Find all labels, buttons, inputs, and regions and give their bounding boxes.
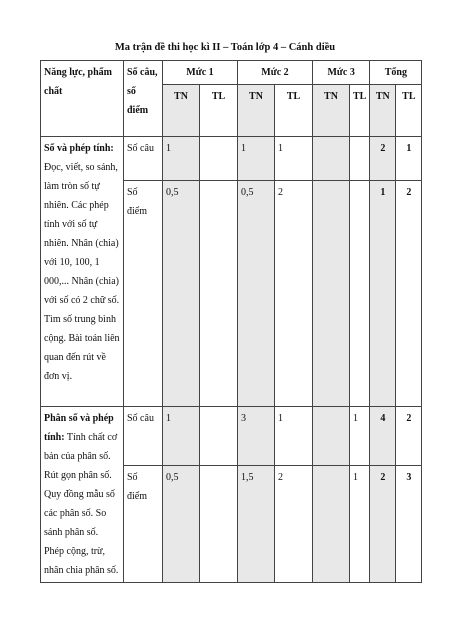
header-tn: TN xyxy=(313,85,350,137)
cell-value: 1 xyxy=(163,407,200,466)
cell-value: 1 xyxy=(350,466,370,583)
cell-total: 2 xyxy=(396,407,422,466)
cell-value xyxy=(313,466,350,583)
cell-total: 3 xyxy=(396,466,422,583)
row-label: Số điểm xyxy=(124,466,163,583)
header-row-levels xyxy=(41,61,422,85)
header-tn: TN xyxy=(238,85,275,137)
cell-total: 4 xyxy=(370,407,396,466)
header-level-2: Mức 2 xyxy=(238,61,313,85)
header-total: Tổng xyxy=(370,61,422,85)
cell-value: 1,5 xyxy=(238,466,275,583)
cell-value xyxy=(313,137,350,181)
cell-total: 2 xyxy=(370,466,396,583)
cell-value xyxy=(313,407,350,466)
header-tl: TL xyxy=(350,85,370,137)
header-tn: TN xyxy=(370,85,396,137)
cell-total: 2 xyxy=(396,181,422,407)
row-label: Số câu xyxy=(124,137,163,181)
competency-description: Tính chất cơ bản của phân số. Rút gọn phân số. Quy đồng mẫu số các phân số. So sánh phân số. Phép cộng, trừ, nhân chia phân số. xyxy=(44,432,119,576)
cell-value: 0,5 xyxy=(163,181,200,407)
matrix-table xyxy=(40,60,422,583)
row-label: Số điểm xyxy=(124,181,163,407)
cell-value: 1 xyxy=(350,407,370,466)
cell-value: 0,5 xyxy=(238,181,275,407)
header-tl: TL xyxy=(275,85,313,137)
page-title: Ma trận đề thi học kì II – Toán lớp 4 – Cánh diều xyxy=(114,42,336,53)
cell-value: 1 xyxy=(163,137,200,181)
cell-value xyxy=(350,181,370,407)
header-competency: Năng lực, phẩm chất xyxy=(41,61,124,137)
header-level-1: Mức 1 xyxy=(163,61,238,85)
table-row xyxy=(41,137,422,181)
header-tn: TN xyxy=(163,85,200,137)
cell-total: 2 xyxy=(370,137,396,181)
cell-total: 1 xyxy=(396,137,422,181)
cell-value: 1 xyxy=(275,137,313,181)
cell-value xyxy=(200,466,238,583)
header-tl: TL xyxy=(200,85,238,137)
header-tl: TL xyxy=(396,85,422,137)
competency-cell xyxy=(41,137,124,407)
competency-title: Số và phép tính: xyxy=(44,143,114,154)
cell-value: 2 xyxy=(275,466,313,583)
cell-value: 1 xyxy=(238,137,275,181)
cell-value: 1 xyxy=(275,407,313,466)
cell-value xyxy=(200,181,238,407)
cell-value xyxy=(200,407,238,466)
row-label: Số câu xyxy=(124,407,163,466)
header-count-score: Số câu, số điểm xyxy=(124,61,163,137)
competency-title: Phân số và phép tính: xyxy=(44,413,114,443)
table-row xyxy=(41,407,422,466)
cell-value xyxy=(200,137,238,181)
competency-cell xyxy=(41,407,124,583)
cell-value: 2 xyxy=(275,181,313,407)
cell-value: 0,5 xyxy=(163,466,200,583)
cell-value: 3 xyxy=(238,407,275,466)
cell-value xyxy=(350,137,370,181)
header-level-3: Mức 3 xyxy=(313,61,370,85)
competency-description: Đọc, viết, so sánh, làm tròn số tự nhiên. Các phép tính với số tự nhiên. Nhân (chia) với 10, 100, 1 000,... Nhân (chia) với số có 2 chữ số. Tìm số trung bình cộng. Bài toán liên quan đến rút về đơn vị. xyxy=(44,162,120,382)
cell-value xyxy=(313,181,350,407)
cell-total: 1 xyxy=(370,181,396,407)
